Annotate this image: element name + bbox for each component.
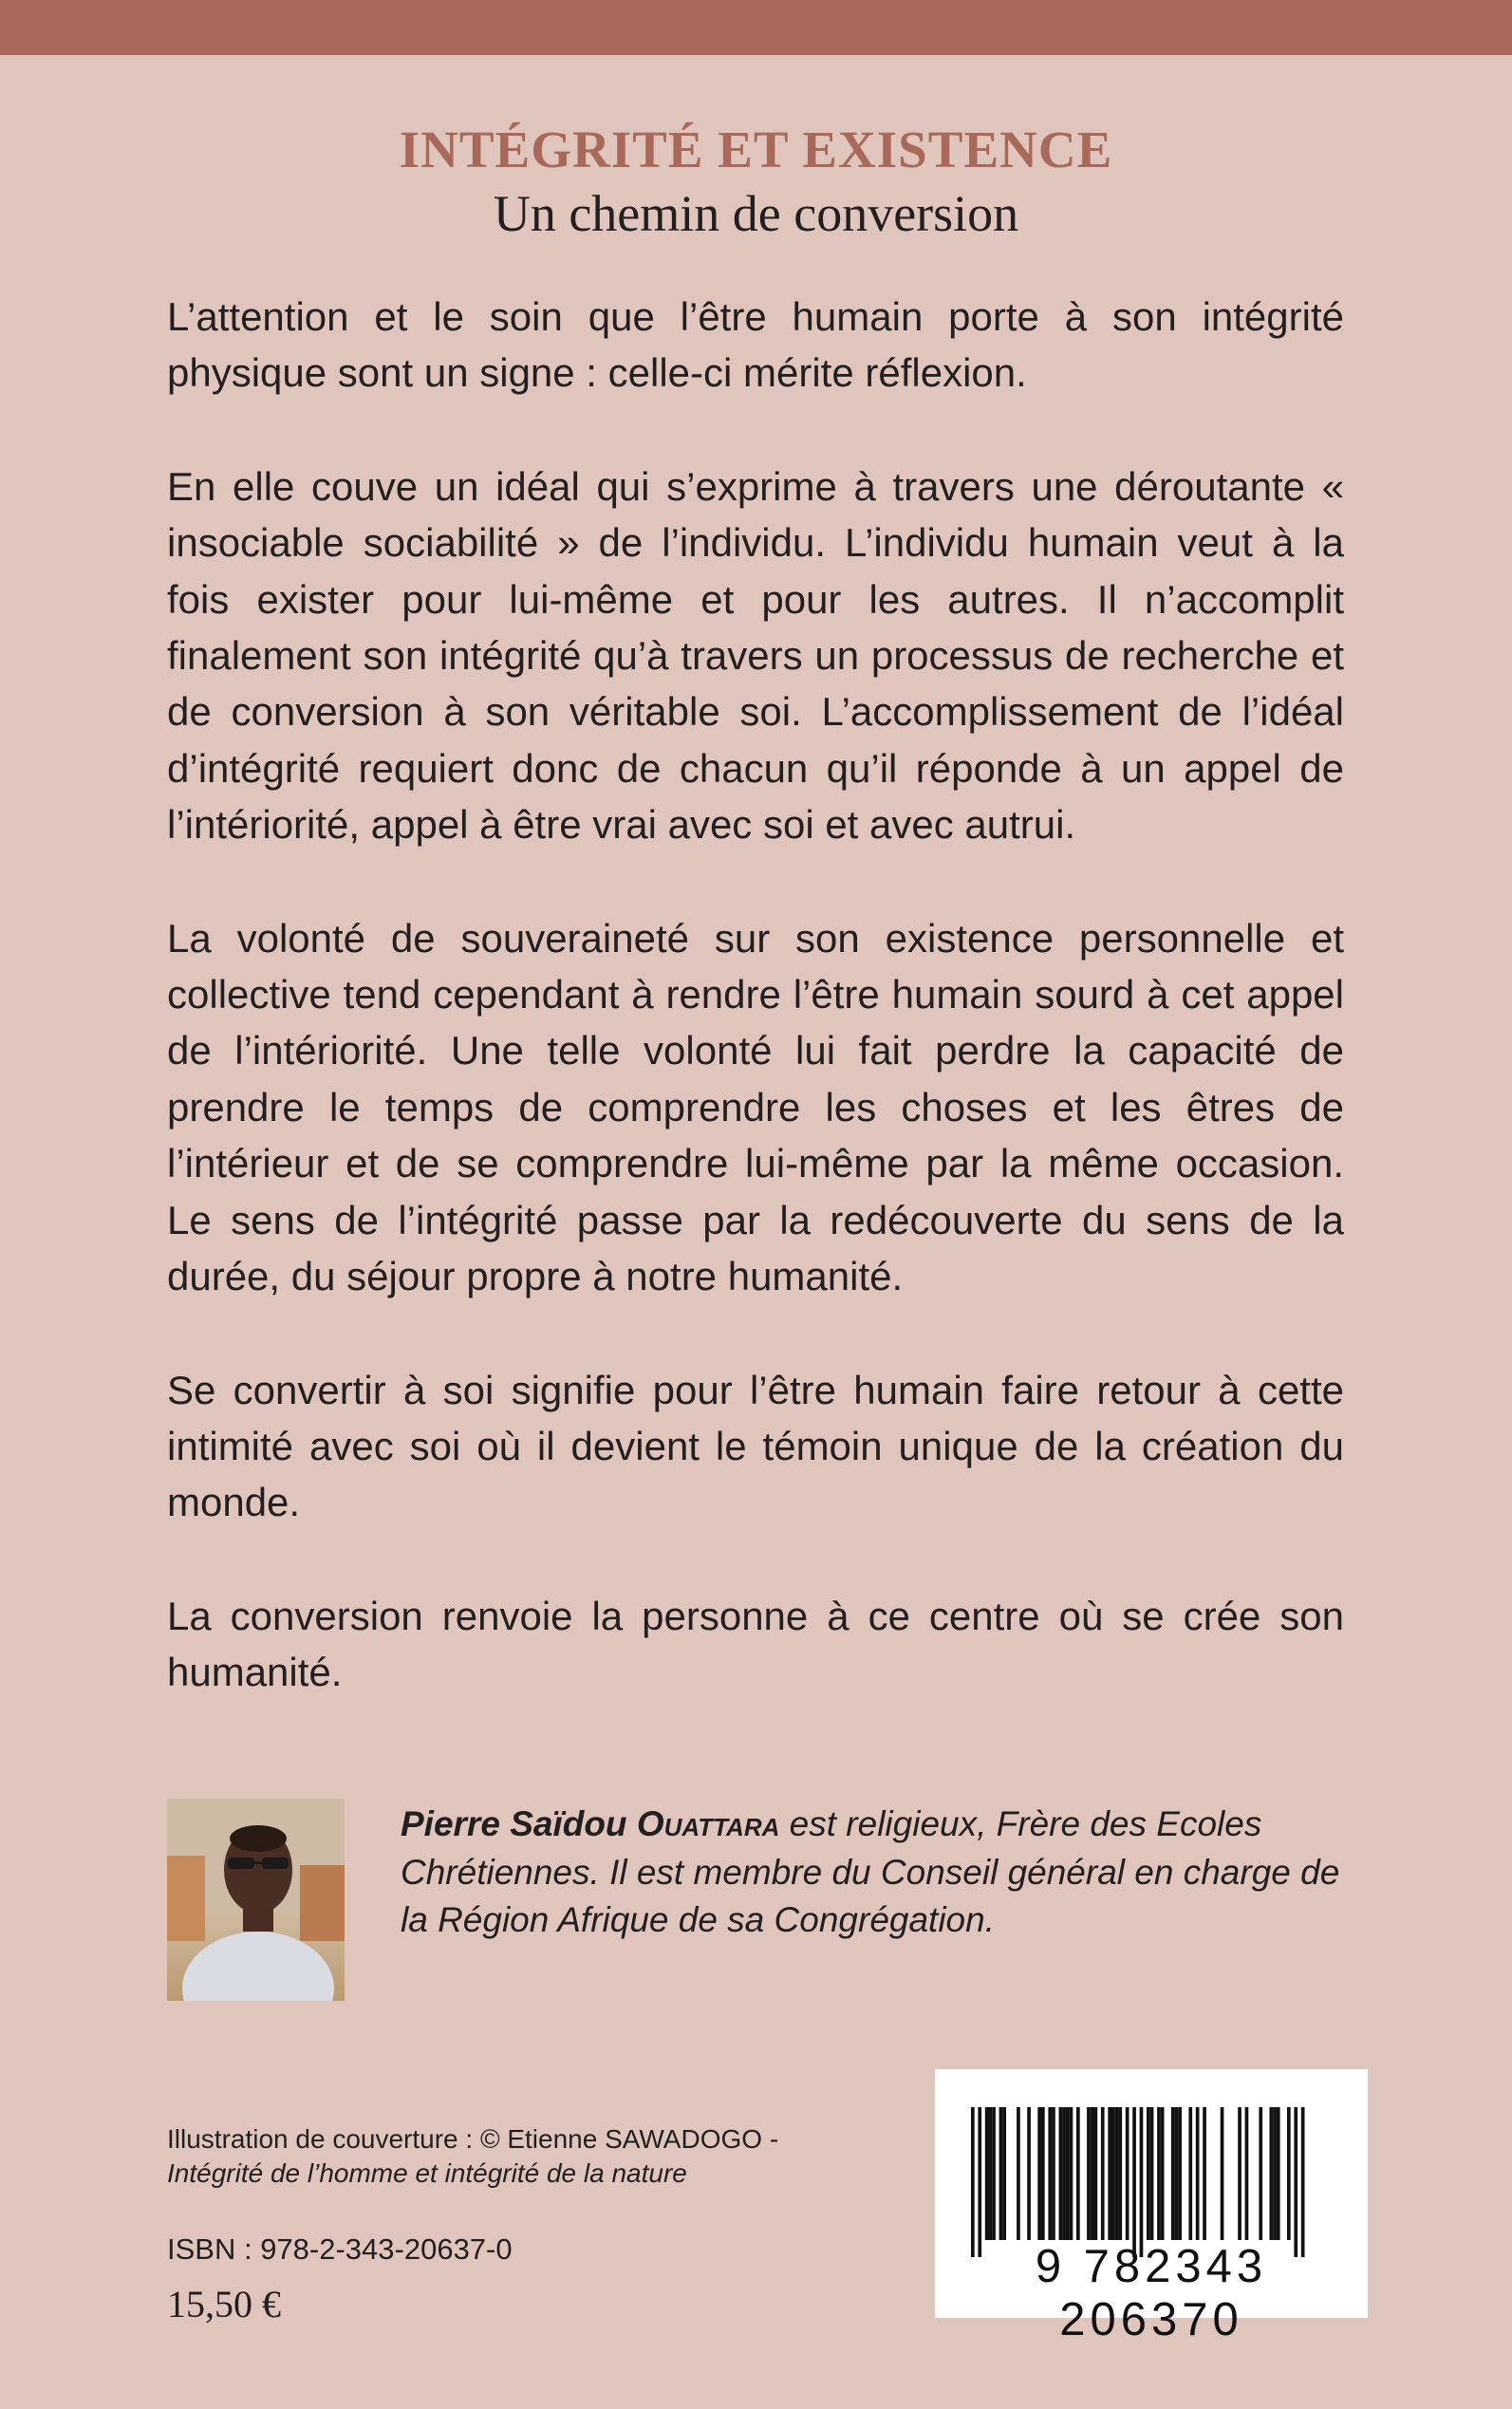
barcode-bar — [1132, 2107, 1136, 2257]
barcode-bar — [1188, 2107, 1192, 2240]
barcode-bar — [1070, 2107, 1073, 2240]
barcode-bar — [1101, 2107, 1105, 2240]
barcode-bar — [1126, 2107, 1129, 2240]
barcode-bar — [1017, 2107, 1020, 2240]
illustration-work-title: Intégrité de l’homme et intégrité de la nature — [167, 2158, 687, 2188]
barcode-bar — [1203, 2107, 1206, 2240]
illustration-credit: Illustration de couverture : © Etienne SAWADOGO - — [167, 2124, 779, 2154]
author-portrait-illustration — [167, 1799, 345, 2001]
barcode-bar — [1111, 2107, 1115, 2240]
blurb-paragraph: La conversion renvoie la personne à ce centre où se crée son humanité. — [167, 1593, 1344, 1695]
barcode-bar — [1287, 2107, 1291, 2240]
barcode-bar — [1221, 2107, 1224, 2240]
author-bio-text: est religieux, Frère des Ecoles Chrétiennes. Il est membre du Conseil général en charge de la Région Afrique de sa Congrégation. — [401, 1804, 1340, 1939]
barcode-bar — [1245, 2107, 1249, 2240]
barcode-bar — [1277, 2107, 1280, 2240]
barcode-bar — [1108, 2107, 1111, 2240]
barcode-bar — [1147, 2107, 1150, 2240]
barcode-bar — [1041, 2107, 1045, 2240]
barcode-bar — [1115, 2107, 1119, 2240]
barcode-bar — [1094, 2107, 1098, 2240]
barcode-bar — [992, 2107, 996, 2240]
author-first-name: Pierre Saïdou — [401, 1804, 627, 1843]
barcode-bar — [1178, 2107, 1182, 2240]
barcode-bar — [1062, 2107, 1066, 2240]
price: 15,50 € — [167, 2283, 281, 2325]
barcode-bar — [985, 2107, 989, 2240]
barcode-bar — [971, 2107, 975, 2257]
barcode-bar — [1270, 2107, 1274, 2240]
barcode-bar — [1118, 2107, 1122, 2240]
barcode-bar — [1076, 2107, 1080, 2240]
cover-credits — [167, 2122, 869, 2191]
barcode-bar — [1027, 2107, 1031, 2240]
barcode-bar — [1238, 2107, 1241, 2240]
author-last-name: Ouattara — [636, 1804, 780, 1843]
barcode-bar — [1259, 2107, 1262, 2240]
barcode — [935, 2069, 1368, 2345]
barcode-bar — [1052, 2107, 1055, 2240]
author-photo — [167, 1799, 345, 2001]
author-bio — [401, 1801, 1346, 1945]
barcode-bar — [989, 2107, 993, 2240]
barcode-bar — [1161, 2107, 1165, 2240]
barcode-bar — [1059, 2107, 1063, 2240]
barcode-bar — [1140, 2107, 1144, 2257]
barcode-digits: 9 782343 206370 — [1035, 2241, 1268, 2345]
top-color-band — [0, 0, 1512, 55]
barcode-bar — [978, 2107, 981, 2257]
barcode-bar — [1196, 2107, 1200, 2240]
barcode-bar — [1150, 2107, 1154, 2240]
barcode-bar — [1002, 2107, 1006, 2240]
barcode-bar — [1273, 2107, 1277, 2240]
barcode-bar — [999, 2107, 1003, 2240]
back-cover-blurb — [167, 289, 1344, 1758]
barcode-bar — [1091, 2107, 1094, 2240]
isbn: ISBN : 978-2-343-20637-0 — [167, 2232, 513, 2266]
blurb-paragraph: La volonté de souveraineté sur son existence personnelle et collective tend cependant à rendre l’être humain sourd à cet appel de l’intériorité. Une telle volonté lui fait perdre la capacité de prendre le temps de comprendre les choses et les êtres de l’intérieur et de se comprendre lui-même par la même occasion. Le sens de l’intégrité passe par la redécouverte du sens de la durée, du séjour propre à notre humanité. — [167, 915, 1344, 1299]
barcode-bar — [1037, 2107, 1041, 2240]
barcode-bar — [1175, 2107, 1179, 2240]
barcode-bar — [1301, 2107, 1305, 2257]
blurb-paragraph: En elle couve un idéal qui s’exprime à travers une déroutante « insociable sociabilité » de l’individu. L’individu humain veut à la fois exister pour lui-même et pour les autres. Il n’accomplit finalement son intégrité qu’à travers un processus de recherche et de conversion à son véritable soi. L’accomplissement de l’idéal d’intégrité requiert donc de chacun qu’il réponde à un appel de l’intériorité, appel à être vrai avec soi et avec autrui. — [167, 463, 1344, 848]
barcode-bar — [1048, 2107, 1052, 2240]
book-subtitle: Un chemin de conversion — [493, 185, 1019, 242]
blurb-paragraph: Se convertir à soi signifie pour l’être humain faire retour à cette intimité avec soi où il devient le témoin unique de la création du monde. — [167, 1367, 1344, 1525]
barcode-bar — [1171, 2107, 1175, 2240]
barcode-bar — [1066, 2107, 1070, 2240]
barcode-bar — [1157, 2107, 1161, 2240]
barcode-bar — [1087, 2107, 1091, 2240]
barcode-bar — [1294, 2107, 1297, 2257]
blurb-paragraph: L’attention et le soin que l’être humain porte à son intégrité physique sont un signe : celle-ci mérite réflexion. — [167, 294, 1344, 396]
book-title: INTÉGRITÉ ET EXISTENCE — [399, 121, 1113, 178]
